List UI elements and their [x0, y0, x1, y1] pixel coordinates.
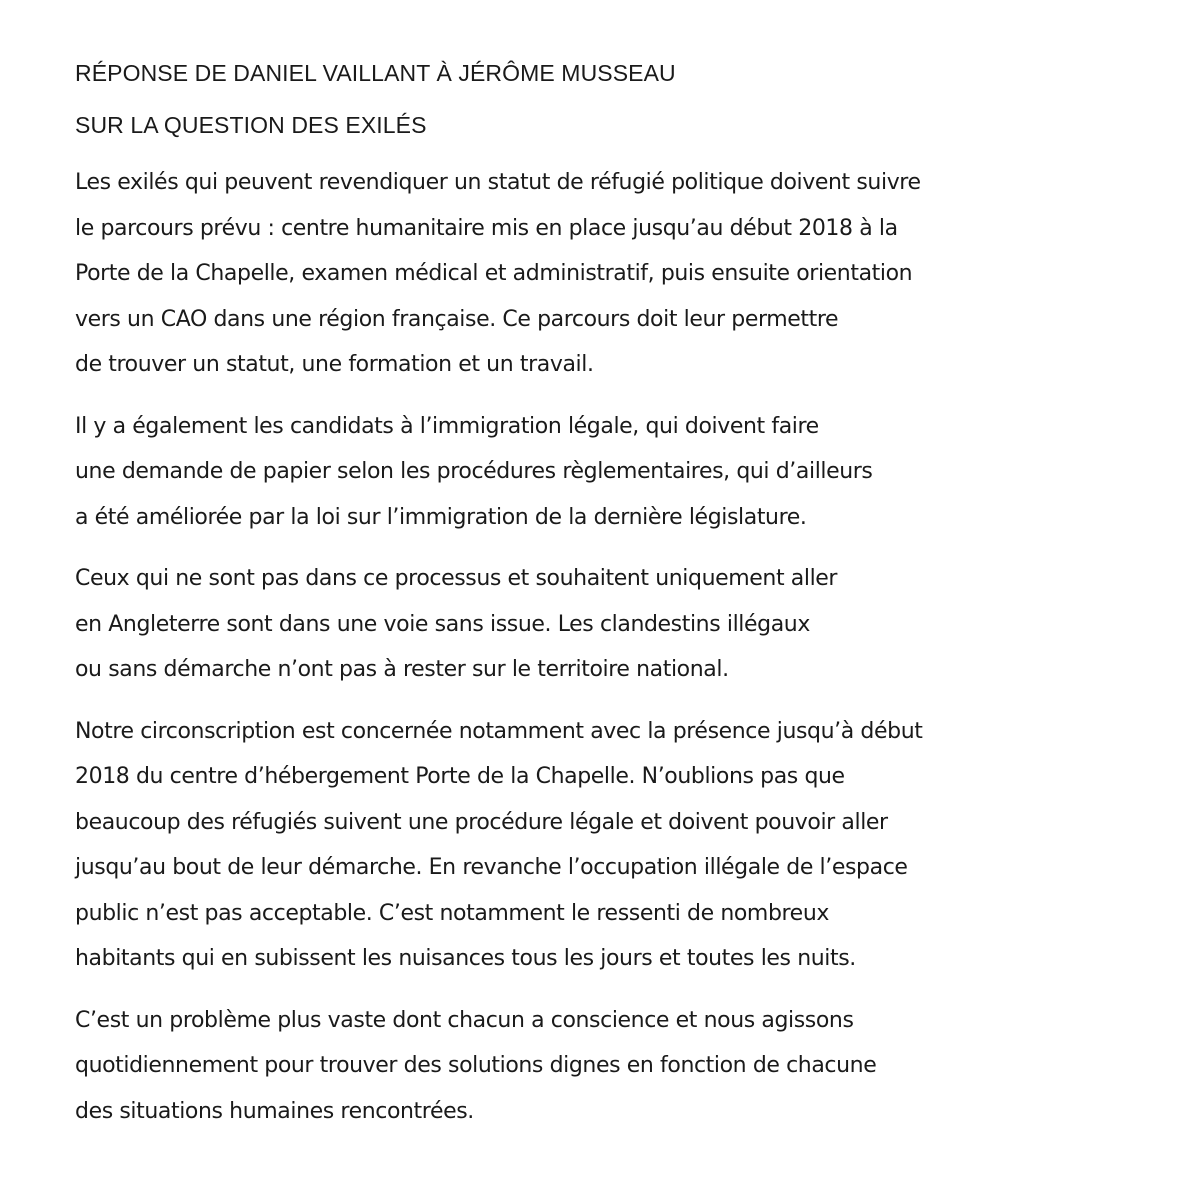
paragraph-line: de trouver un statut, une formation et un travail. — [75, 352, 594, 377]
paragraph-5 — [75, 998, 1155, 1135]
paragraph-line: C’est un problème plus vaste dont chacun a conscience et nous agissons — [75, 1007, 854, 1033]
paragraph-line: 2018 du centre d’hébergement Porte de la Chapelle. N’oublions pas que — [75, 764, 845, 789]
paragraph-line: Porte de la Chapelle, examen médical et administratif, puis ensuite orientation — [75, 261, 913, 286]
paragraph-line: Ceux qui ne sont pas dans ce processus et souhaitent uniquement aller — [75, 566, 838, 591]
document-page — [75, 58, 1155, 1150]
paragraph-line: public n’est pas acceptable. C’est notamment le ressenti de nombreux — [75, 900, 829, 926]
document-subtitle: SUR LA QUESTION DES EXILÉS — [75, 112, 427, 138]
paragraph-line: a été améliorée par la loi sur l’immigration de la dernière législature. — [75, 504, 807, 530]
paragraph-line: le parcours prévu : centre humanitaire mis en place jusqu’au début 2018 à la — [75, 215, 898, 241]
paragraph-line: Il y a également les candidats à l’immigration légale, qui doivent faire — [75, 413, 819, 439]
paragraph-3 — [75, 556, 1155, 693]
paragraph-line: Les exilés qui peuvent revendiquer un statut de réfugié politique doivent suivre — [75, 170, 921, 195]
paragraph-line: ou sans démarche n’ont pas à rester sur le territoire national. — [75, 657, 729, 682]
paragraph-2 — [75, 404, 1155, 541]
paragraph-line: vers un CAO dans une région française. Ce parcours doit leur permettre — [75, 306, 839, 332]
paragraph-1 — [75, 160, 1155, 388]
paragraph-4 — [75, 709, 1155, 982]
paragraph-line: beaucoup des réfugiés suivent une procédure légale et doivent pouvoir aller — [75, 809, 888, 835]
paragraph-line: des situations humaines rencontrées. — [75, 1098, 474, 1124]
paragraph-line: quotidiennement pour trouver des solutions dignes en fonction de chacune — [75, 1053, 877, 1078]
paragraph-line: jusqu’au bout de leur démarche. En revanche l’occupation illégale de l’espace — [75, 855, 908, 880]
paragraph-line: en Angleterre sont dans une voie sans issue. Les clandestins illégaux — [75, 611, 810, 637]
document-title: RÉPONSE DE DANIEL VAILLANT À JÉRÔME MUSSEAU — [75, 60, 676, 86]
paragraph-line: une demande de papier selon les procédures règlementaires, qui d’ailleurs — [75, 459, 873, 484]
paragraph-line: habitants qui en subissent les nuisances tous les jours et toutes les nuits. — [75, 946, 856, 971]
paragraph-line: Notre circonscription est concernée notamment avec la présence jusqu’à début — [75, 718, 923, 744]
